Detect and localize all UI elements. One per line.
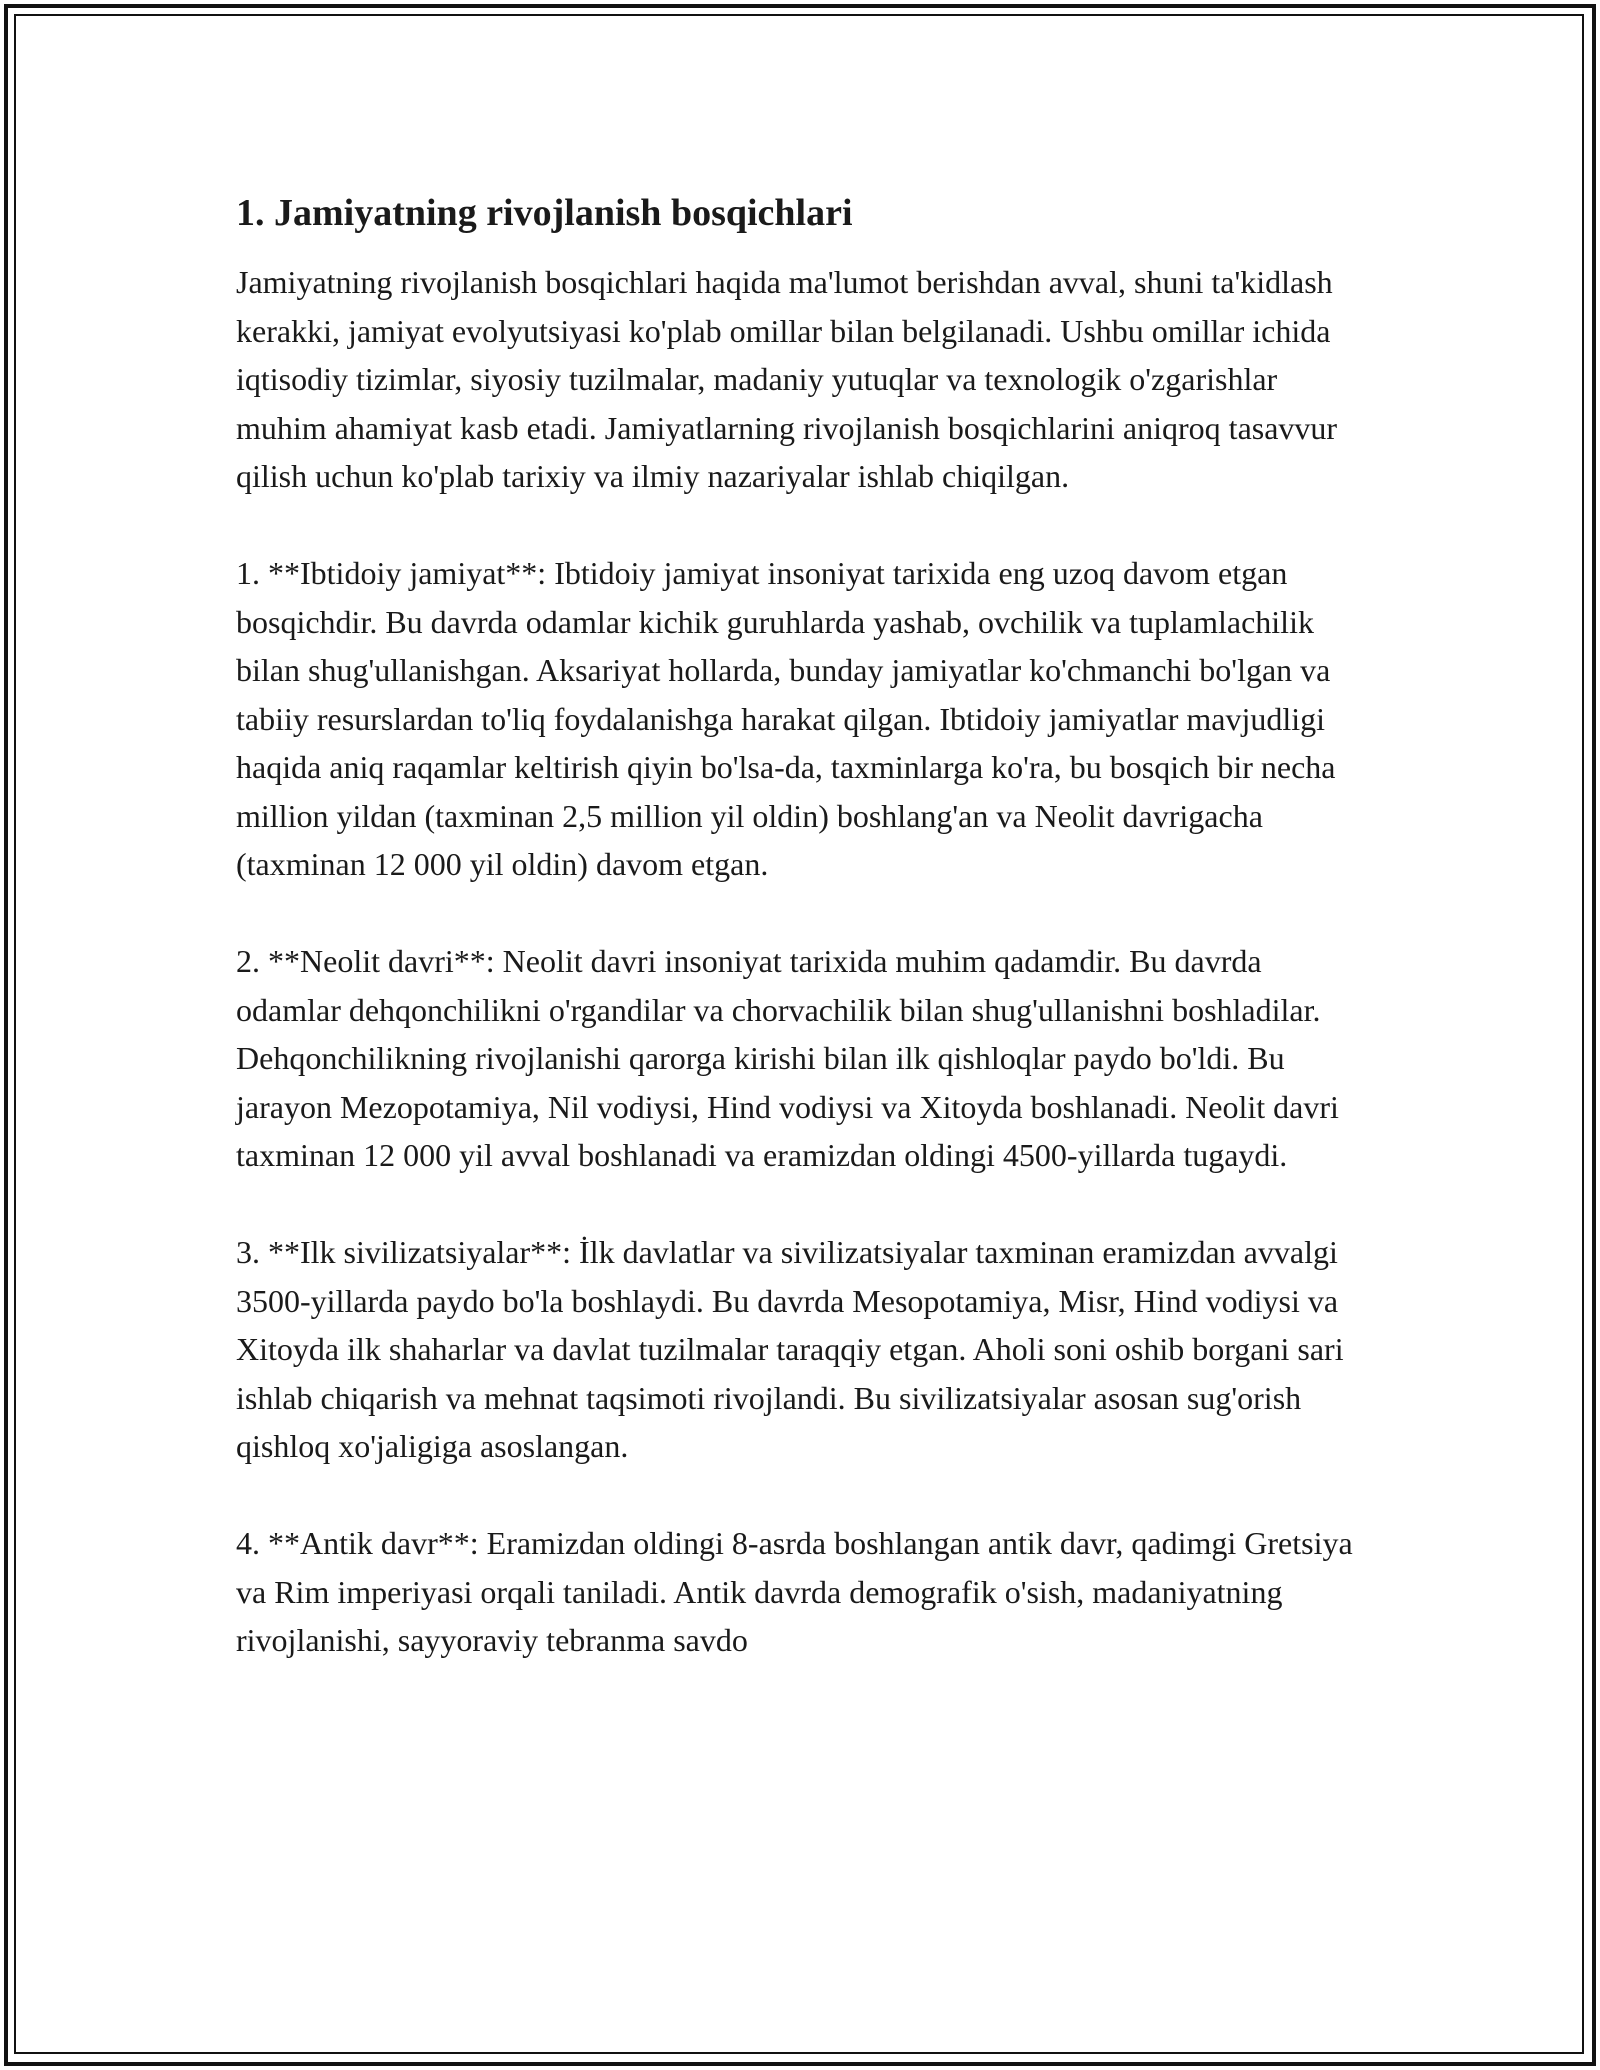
section-antiquity: 4. **Antik davr**: Eramizdan oldingi 8-asrda boshlangan antik davr, qadimgi Gretsiya va Rim imperiyasi orqali taniladi. Antik davrda demografik o'sish, madaniyatning rivojlanishi, sayyoraviy tebranma savdo: [236, 1525, 1353, 1658]
document-body: [236, 188, 1368, 1665]
section-neolithic: 2. **Neolit davri**: Neolit davri insoniyat tarixida muhim qadamdir. Bu davrda odamlar dehqonchilikni o'rgandilar va chorvachilik bilan shug'ullanishni boshladilar. Dehqonchilikning rivojlanishi qarorga kirishi bilan ilk qishloqlar paydo bo'ldi. Bu jarayon Mezopotamiya, Nil vodiysi, Hind vodiysi va Xitoyda boshlanadi. Neolit davri taxminan 12 000 yil avval boshlanadi va eramizdan oldingi 4500-yillarda tugaydi.: [236, 943, 1339, 1173]
document-title: 1. Jamiyatning rivojlanish bosqichlari: [236, 192, 853, 234]
intro-paragraph: Jamiyatning rivojlanish bosqichlari haqida ma'lumot berishdan avval, shuni ta'kidlash kerakki, jamiyat evolyutsiyasi ko'plab omillar bilan belgilanadi. Ushbu omillar ichida iqtisodiy tizimlar, siyosiy tuzilmalar, madaniy yutuqlar va texnologik o'zgarishlar muhim ahamiyat kasb etadi. Jamiyatlarning rivojlanish bosqichlarini aniqroq tasavvur qilish uchun ko'plab tarixiy va ilmiy nazariyalar ishlab chiqilgan.: [236, 264, 1338, 494]
section-primitive-society: 1. **Ibtidoiy jamiyat**: Ibtidoiy jamiyat insoniyat tarixida eng uzoq davom etgan bosqichdir. Bu davrda odamlar kichik guruhlarda yashab, ovchilik va tuplamlachilik bilan shug'ullanishgan. Aksariyat hollarda, bunday jamiyatlar ko'chmanchi bo'lgan va tabiiy resurslardan to'liq foydalanishga harakat qilgan. Ibtidoiy jamiyatlar mavjudligi haqida aniq raqamlar keltirish qiyin bo'lsa-da, taxminlarga ko'ra, bu bosqich bir necha million yildan (taxminan 2,5 million yil oldin) boshlang'an va Neolit davrigacha (taxminan 12 000 yil oldin) davom etgan.: [236, 555, 1336, 882]
section-early-civilizations: 3. **Ilk sivilizatsiyalar**: İlk davlatlar va sivilizatsiyalar taxminan eramizdan avvalgi 3500-yillarda paydo bo'la boshlaydi. Bu davrda Mesopotamiya, Misr, Hind vodiysi va Xitoyda ilk shaharlar va davlat tuzilmalar taraqqiy etgan. Aholi soni oshib borgani sari ishlab chiqarish va mehnat taqsimoti rivojlandi. Bu sivilizatsiyalar asosan sug'orish qishloq xo'jaligiga asoslangan.: [236, 1234, 1344, 1464]
